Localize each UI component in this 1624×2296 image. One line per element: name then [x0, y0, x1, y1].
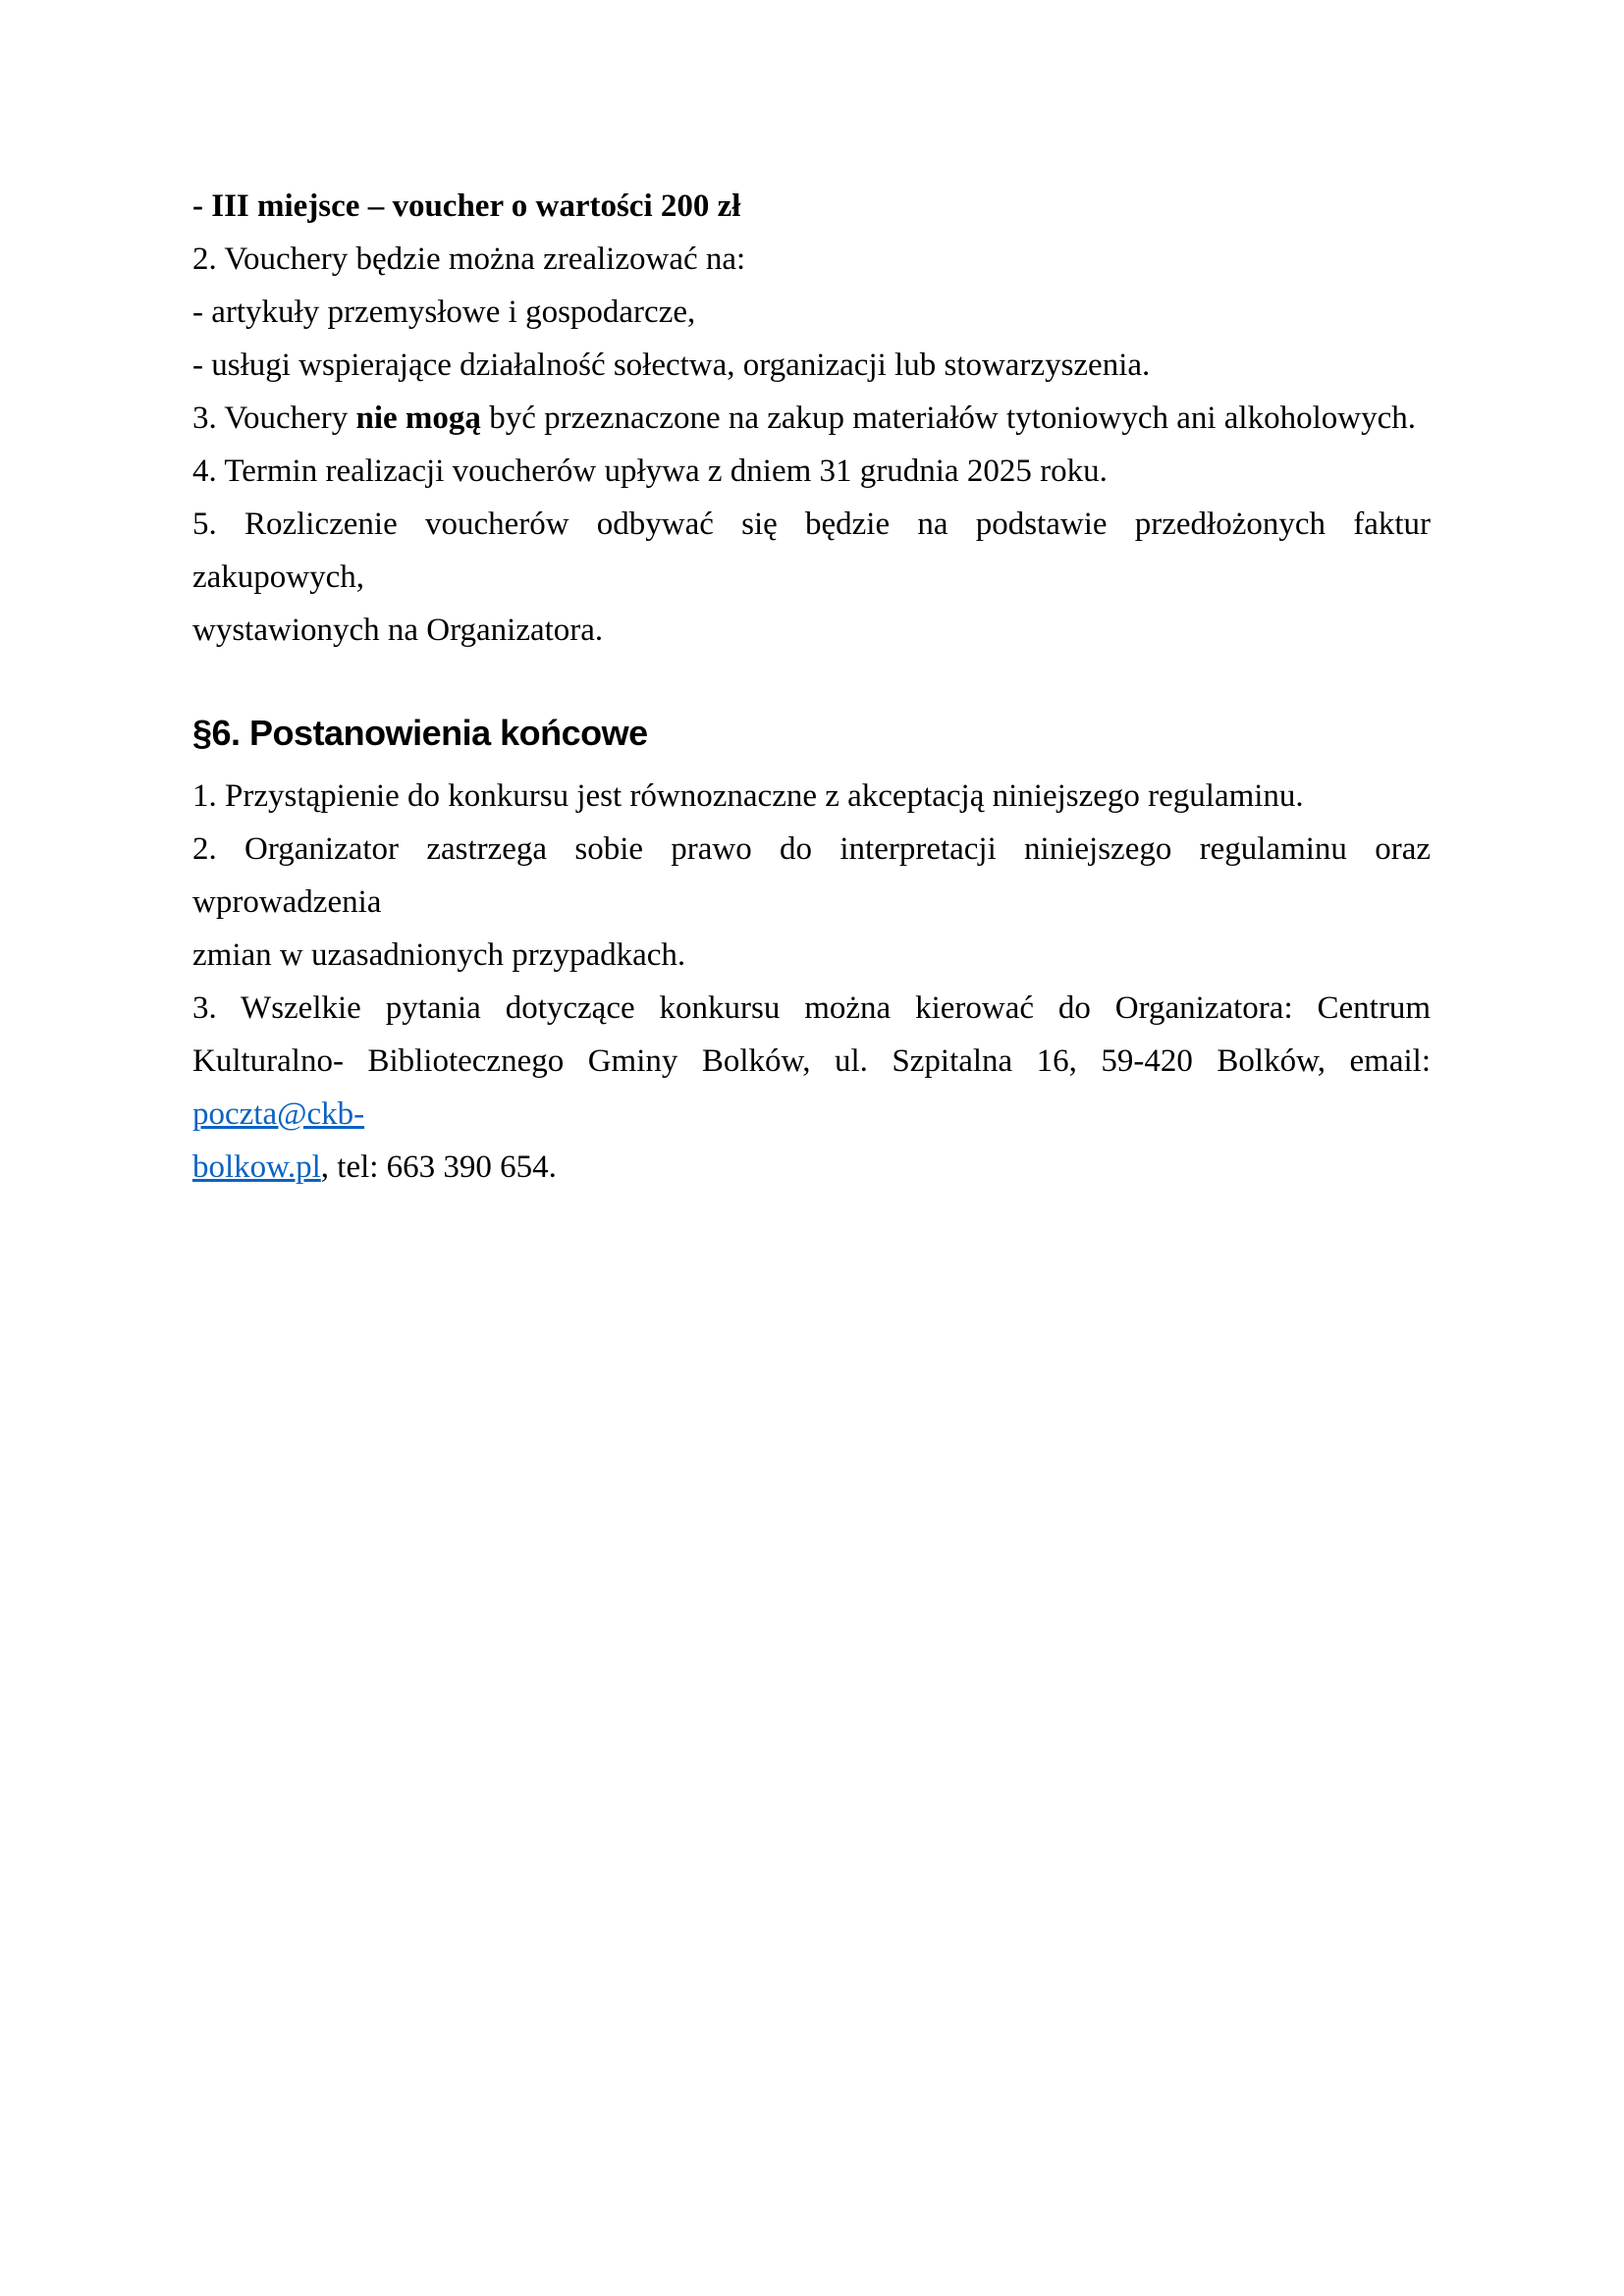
final-provisions-item-1: 1. Przystąpienie do konkursu jest równoznaczne z akceptacją niniejszego regulaminu.: [192, 778, 1304, 814]
prize-line-third-place: - III miejsce – voucher o wartości 200 zł: [192, 188, 741, 224]
email-link-continued[interactable]: bolkow.pl: [192, 1149, 321, 1185]
voucher-settlement: [192, 498, 1431, 657]
voucher-restriction: [192, 392, 1431, 445]
final-provisions-item-3-line-1: 3. Wszelkie pytania dotyczące konkursu można kierować do Organizatora: Centrum: [192, 990, 1431, 1026]
final-provisions-item-2: [192, 823, 1431, 982]
final-provisions-item-3: [192, 982, 1431, 1194]
final-provisions-item-3-line-2: [192, 1035, 1431, 1141]
usage-item-industrial: - artykuły przemysłowe i gospodarcze,: [192, 294, 696, 330]
email-link[interactable]: poczta@ckb-: [192, 1096, 365, 1132]
section-6-heading: §6. Postanowienia końcowe: [192, 713, 648, 753]
final-provisions-item-2-line-1: 2. Organizator zastrzega sobie prawo do interpretacji niniejszego regulaminu oraz wprowadzenia: [192, 831, 1431, 920]
voucher-restriction-prefix: 3. Vouchery: [192, 400, 356, 436]
voucher-settlement-line-1: 5. Rozliczenie voucherów odbywać się będzie na podstawie przedłożonych faktur zakupowych,: [192, 507, 1431, 595]
final-provisions-item-2-line-2: zmian w uzasadnionych przypadkach.: [192, 937, 686, 973]
usage-item-services: - usługi wspierające działalność sołectwa, organizacji lub stowarzyszenia.: [192, 347, 1151, 383]
phone-text: , tel: 663 390 654.: [320, 1149, 557, 1185]
voucher-deadline: 4. Termin realizacji voucherów upływa z dniem 31 grudnia 2025 roku.: [192, 454, 1108, 489]
contact-line-text: Kulturalno- Bibliotecznego Gminy Bolków, ul. Szpitalna 16, 59-420 Bolków, email:: [192, 1043, 1431, 1079]
final-provisions-item-3-line-3: [192, 1141, 1431, 1194]
voucher-settlement-line-2: wystawionych na Organizatora.: [192, 613, 604, 648]
voucher-restriction-bold: nie mogą: [355, 400, 481, 436]
voucher-restriction-suffix: być przeznaczone na zakup materiałów tytoniowych ani alkoholowych.: [480, 400, 1416, 436]
voucher-usage-intro: 2. Vouchery będzie można zrealizować na:: [192, 241, 746, 277]
